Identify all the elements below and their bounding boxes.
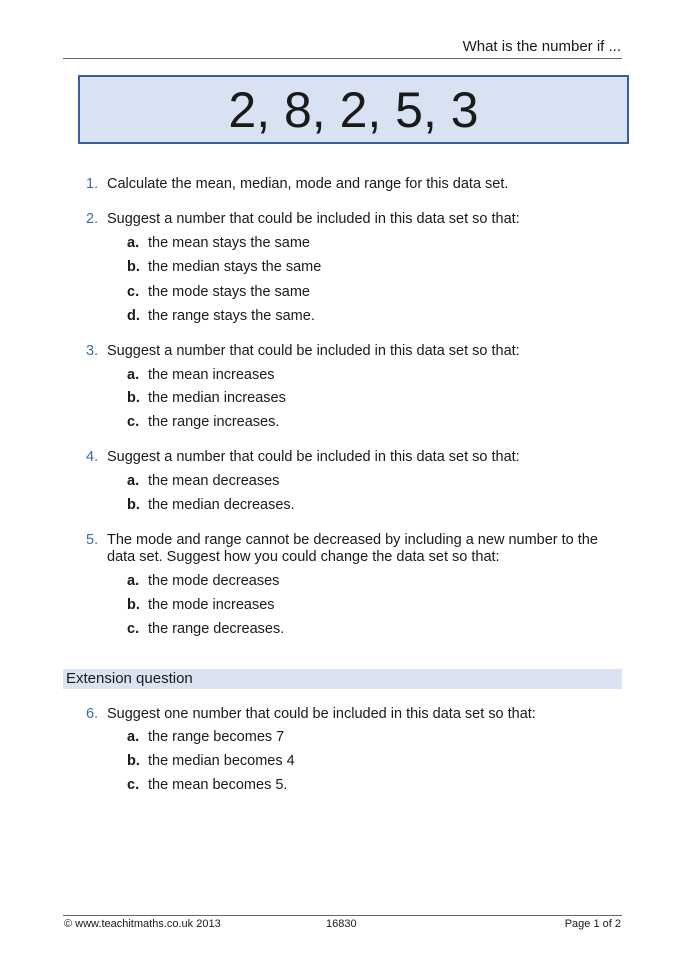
question-number: 4. bbox=[86, 449, 99, 465]
sub-question-text: the median becomes 4 bbox=[148, 753, 295, 769]
question-text: The mode and range cannot be decreased by including a new number to the data set. Suggest how you could change the data set so that: bbox=[107, 532, 598, 565]
sub-question-text: the mean decreases bbox=[148, 473, 280, 489]
sub-question-text: the range decreases. bbox=[148, 621, 285, 637]
question-text: Suggest one number that could be included in this data set so that: bbox=[107, 706, 536, 722]
header-rule bbox=[63, 58, 622, 59]
question-number: 5. bbox=[86, 532, 99, 548]
footer-rule bbox=[63, 915, 622, 916]
sub-question-text: the median decreases. bbox=[148, 497, 295, 513]
sub-question-letter: a. bbox=[127, 473, 140, 489]
question-number: 2. bbox=[86, 211, 99, 227]
sub-question-text: the mode stays the same bbox=[148, 284, 310, 300]
sub-question-text: the mean stays the same bbox=[148, 235, 310, 251]
sub-question-letter: b. bbox=[127, 753, 140, 769]
sub-question-text: the range increases. bbox=[148, 414, 280, 430]
sub-question-letter: c. bbox=[127, 414, 140, 430]
sub-question-letter: b. bbox=[127, 497, 140, 513]
question-text: Calculate the mean, median, mode and range for this data set. bbox=[107, 176, 509, 192]
sub-question-letter: a. bbox=[127, 367, 140, 383]
sub-question-letter: b. bbox=[127, 259, 140, 275]
footer-code: 16830 bbox=[326, 918, 357, 930]
sub-question-text: the median increases bbox=[148, 390, 286, 406]
data-set-box: 2, 8, 2, 5, 3 bbox=[78, 75, 629, 144]
sub-question-letter: d. bbox=[127, 308, 140, 324]
sub-question-text: the mode decreases bbox=[148, 573, 280, 589]
question-text: Suggest a number that could be included in this data set so that: bbox=[107, 211, 520, 227]
extension-heading: Extension question bbox=[63, 669, 622, 689]
sub-question-letter: a. bbox=[127, 235, 140, 251]
sub-question-letter: a. bbox=[127, 729, 140, 745]
sub-question-letter: a. bbox=[127, 573, 140, 589]
footer-page: Page 1 of 2 bbox=[564, 918, 621, 930]
question-number: 6. bbox=[86, 706, 99, 722]
sub-question-text: the median stays the same bbox=[148, 259, 322, 275]
sub-question-letter: b. bbox=[127, 597, 140, 613]
question-number: 3. bbox=[86, 343, 99, 359]
sub-question-text: the mode increases bbox=[148, 597, 275, 613]
question-text: Suggest a number that could be included in this data set so that: bbox=[107, 343, 520, 359]
sub-question-text: the mean becomes 5. bbox=[148, 777, 288, 793]
sub-question-text: the range becomes 7 bbox=[148, 729, 285, 745]
sub-question-letter: c. bbox=[127, 777, 140, 793]
sub-question-text: the mean increases bbox=[148, 367, 275, 383]
question-text: Suggest a number that could be included in this data set so that: bbox=[107, 449, 520, 465]
question-number: 1. bbox=[86, 176, 99, 192]
sub-question-letter: b. bbox=[127, 390, 140, 406]
footer-copyright: © www.teachitmaths.co.uk 2013 bbox=[64, 918, 221, 930]
sub-question-letter: c. bbox=[127, 284, 140, 300]
sub-question-text: the range stays the same. bbox=[148, 308, 315, 324]
sub-question-letter: c. bbox=[127, 621, 140, 637]
header-title: What is the number if ... bbox=[462, 38, 621, 55]
